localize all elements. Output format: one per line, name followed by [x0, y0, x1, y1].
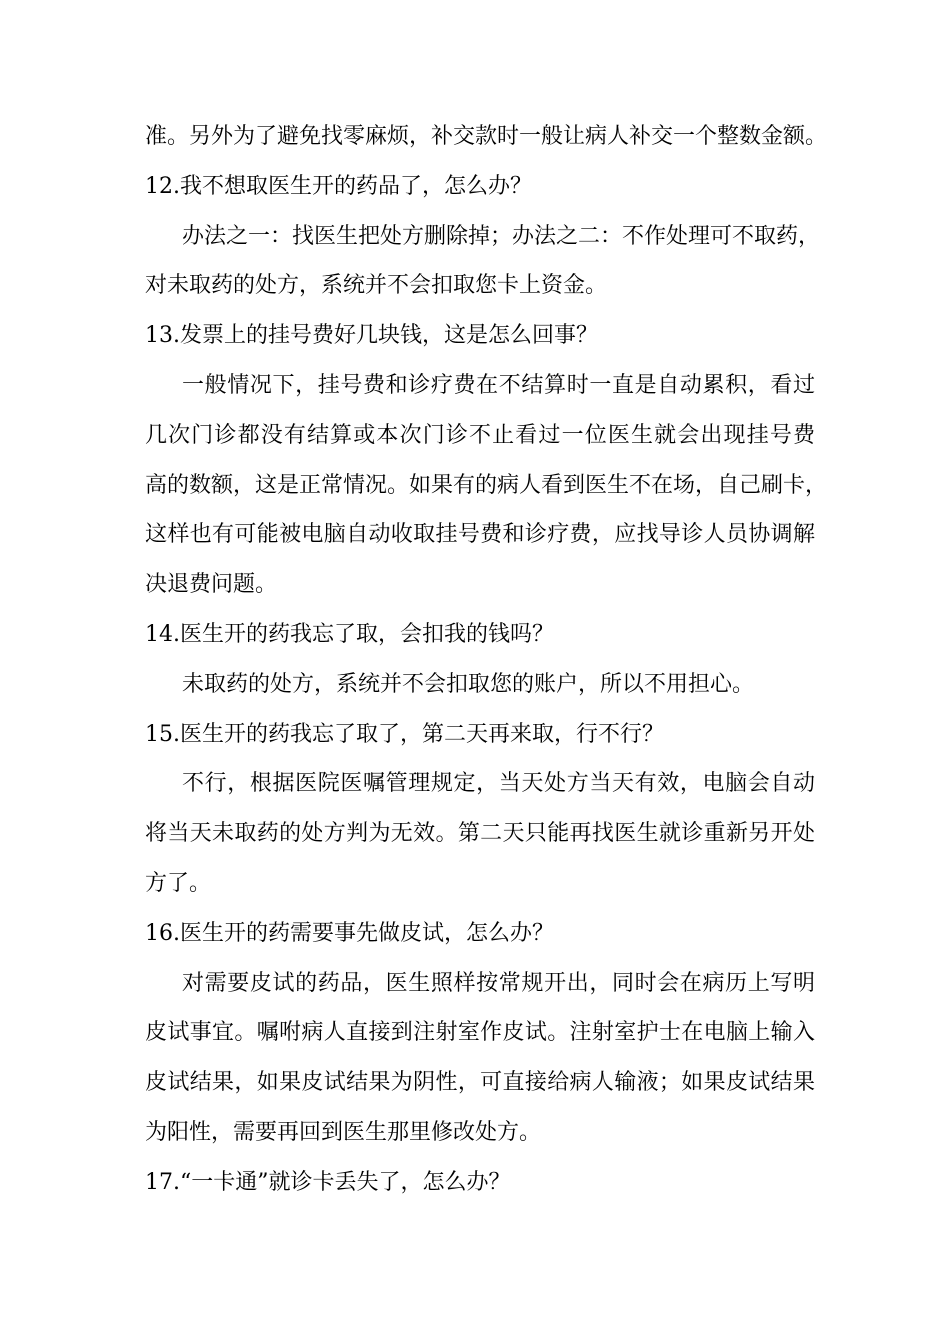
paragraph-line: 这样也有可能被电脑自动收取挂号费和诊疗费，应找导诊人员协调解 [145, 522, 815, 548]
question-line: 12.我不想取医生开的药品了，怎么办？ [145, 173, 532, 199]
paragraph-line: 办法之一：找医生把处方删除掉；办法之二：不作处理可不取药， [182, 223, 821, 249]
paragraph-line: 几次门诊都没有结算或本次门诊不止看过一位医生就会出现挂号费 [145, 422, 815, 448]
paragraph-line: 未取药的处方，系统并不会扣取您的账户，所以不用担心。 [182, 671, 755, 697]
paragraph-line: 为阳性，需要再回到医生那里修改处方。 [145, 1120, 542, 1145]
paragraph-line: 不行，根据医院医嘱管理规定，当天处方当天有效，电脑会自动 [182, 771, 815, 797]
question-line: 14.医生开的药我忘了取，会扣我的钱吗？ [145, 622, 554, 647]
question-line: 13.发票上的挂号费好几块钱，这是怎么回事？ [145, 323, 598, 349]
paragraph-line: 皮试结果，如果皮试结果为阴性，可直接给病人输液；如果皮试结果 [145, 1070, 815, 1096]
paragraph-line: 对未取药的处方，系统并不会扣取您卡上资金。 [145, 273, 608, 299]
question-line: 16.医生开的药需要事先做皮试，怎么办？ [145, 920, 554, 946]
paragraph-line: 将当天未取药的处方判为无效。第二天只能再找医生就诊重新另开处 [145, 821, 815, 847]
paragraph-line: 决退费问题。 [145, 572, 278, 598]
paragraph-line: 对需要皮试的药品，医生照样按常规开出，同时会在病历上写明 [182, 970, 815, 996]
paragraph-line: 准。另外为了避免找零麻烦，补交款时一般让病人补交一个整数金额。 [145, 124, 828, 149]
paragraph-line: 皮试事宜。嘱咐病人直接到注射室作皮试。注射室护士在电脑上输入 [145, 1020, 815, 1046]
question-line: 15.医生开的药我忘了取了，第二天再来取，行不行？ [145, 721, 664, 747]
question-line: 17.“一卡通”就诊卡丢失了，怎么办？ [145, 1169, 511, 1195]
paragraph-line: 高的数额，这是正常情况。如果有的病人看到医生不在场，自己刷卡， [145, 472, 828, 498]
paragraph-line: 方了。 [145, 871, 212, 896]
paragraph-line: 一般情况下，挂号费和诊疗费在不结算时一直是自动累积，看过 [182, 373, 815, 398]
